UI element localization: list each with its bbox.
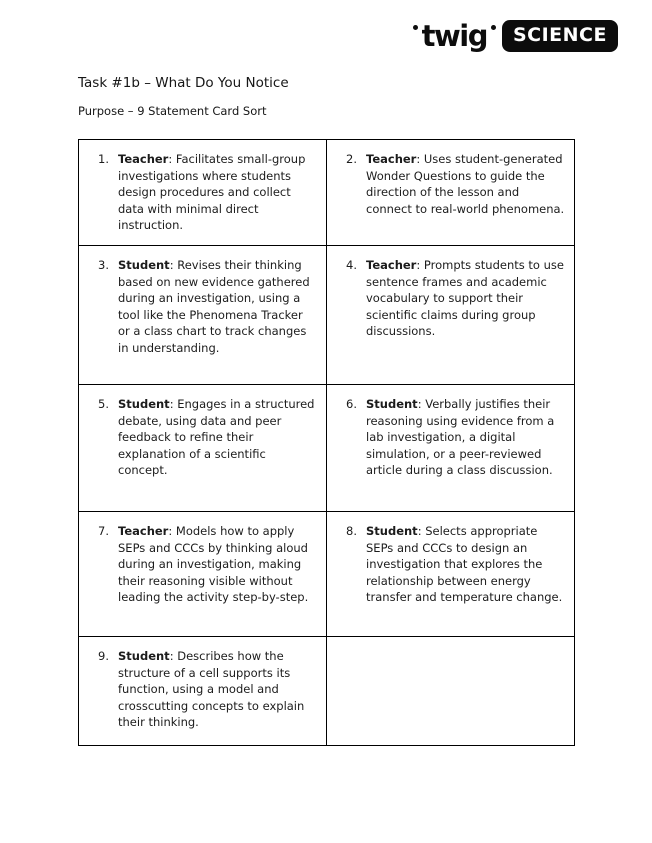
- card-table-body: [79, 140, 575, 746]
- card-separator: :: [417, 524, 422, 538]
- card-number: 2.: [346, 152, 357, 166]
- card-text: [118, 523, 318, 606]
- statement-card-cell: [327, 246, 575, 385]
- card-statement: Revises their thinking based on new evidence gathered during an investigation, using a tool like the Phenomena Tracker or a class chart to track changes in understanding.: [118, 258, 310, 355]
- page-subtitle: Purpose – 9 Statement Card Sort: [78, 104, 267, 118]
- card-statement: Facilitates small-group investigations where students design procedures and collect data with minimal direct instruction.: [118, 152, 306, 232]
- card-number: 7.: [98, 524, 109, 538]
- card-separator: :: [417, 397, 422, 411]
- card-sort-table: [78, 139, 575, 746]
- card-number: 8.: [346, 524, 357, 538]
- card-text: [366, 396, 566, 479]
- statement-card-cell: [79, 512, 327, 637]
- card-statement: Engages in a structured debate, using data and peer feedback to refine their explanation of a scientific concept.: [118, 397, 315, 477]
- card-number: 5.: [98, 397, 109, 411]
- statement-card: [327, 140, 574, 225]
- card-role: Teacher: [366, 152, 417, 166]
- wordmark-text: twig: [421, 18, 487, 53]
- statement-card-cell: [327, 385, 575, 512]
- card-role: Student: [118, 649, 170, 663]
- card-statement: Selects appropriate SEPs and CCCs to design an investigation that explores the relationship between energy transfer and temperature change.: [366, 524, 563, 604]
- statement-card: [79, 385, 326, 487]
- card-text: [118, 648, 318, 731]
- statement-card-cell: [79, 246, 327, 385]
- card-separator: :: [416, 258, 421, 272]
- statement-card-cell: [79, 385, 327, 512]
- statement-card-cell: [79, 637, 327, 746]
- card-role: Student: [118, 397, 170, 411]
- card-text: [366, 151, 566, 217]
- twig-wordmark: [413, 18, 496, 53]
- statement-card: [327, 512, 574, 614]
- card-text: [118, 396, 318, 479]
- statement-card: [327, 246, 574, 348]
- statement-card-cell: [327, 512, 575, 637]
- card-role: Student: [366, 524, 418, 538]
- statement-card: [327, 385, 574, 487]
- statement-card: [79, 637, 326, 739]
- statement-card-cell: [327, 140, 575, 246]
- card-separator: :: [169, 258, 174, 272]
- card-number: 4.: [346, 258, 357, 272]
- page-title: Task #1b – What Do You Notice: [78, 75, 289, 91]
- wordmark-left-dot-icon: [413, 25, 418, 30]
- card-text: [366, 523, 566, 606]
- wordmark-right-dot-icon: [491, 25, 496, 30]
- card-number: 3.: [98, 258, 109, 272]
- card-separator: :: [169, 649, 174, 663]
- card-separator: :: [168, 152, 173, 166]
- card-role: Student: [118, 258, 170, 272]
- card-number: 1.: [98, 152, 109, 166]
- empty-card-cell: [327, 637, 575, 746]
- card-number: 9.: [98, 649, 109, 663]
- card-number: 6.: [346, 397, 357, 411]
- card-role: Teacher: [118, 524, 169, 538]
- card-separator: :: [168, 524, 173, 538]
- science-badge: SCIENCE: [502, 20, 618, 52]
- card-statement: Prompts students to use sentence frames and academic vocabulary to support their scientific claims during group discussions.: [366, 258, 564, 338]
- twig-science-logo: [413, 20, 618, 52]
- card-statement: Uses student-generated Wonder Questions to guide the direction of the lesson and connect to real-world phenomena.: [366, 152, 565, 216]
- card-role: Teacher: [118, 152, 169, 166]
- card-text: [118, 151, 318, 234]
- card-statement: Describes how the structure of a cell supports its function, using a model and crosscutting concepts to explain their thinking.: [118, 649, 305, 729]
- statement-card: [79, 246, 326, 364]
- statement-card-cell: [79, 140, 327, 246]
- statement-card: [79, 512, 326, 614]
- card-text: [366, 257, 566, 340]
- card-separator: :: [169, 397, 174, 411]
- card-statement: Verbally justifies their reasoning using evidence from a lab investigation, a digital simulation, or a peer-reviewed article during a class discussion.: [366, 397, 555, 477]
- card-separator: :: [416, 152, 421, 166]
- card-statement: Models how to apply SEPs and CCCs by thinking aloud during an investigation, making their reasoning visible without leading the activity step-by-step.: [118, 524, 309, 604]
- card-role: Teacher: [366, 258, 417, 272]
- card-text: [118, 257, 318, 356]
- statement-card: [79, 140, 326, 242]
- card-role: Student: [366, 397, 418, 411]
